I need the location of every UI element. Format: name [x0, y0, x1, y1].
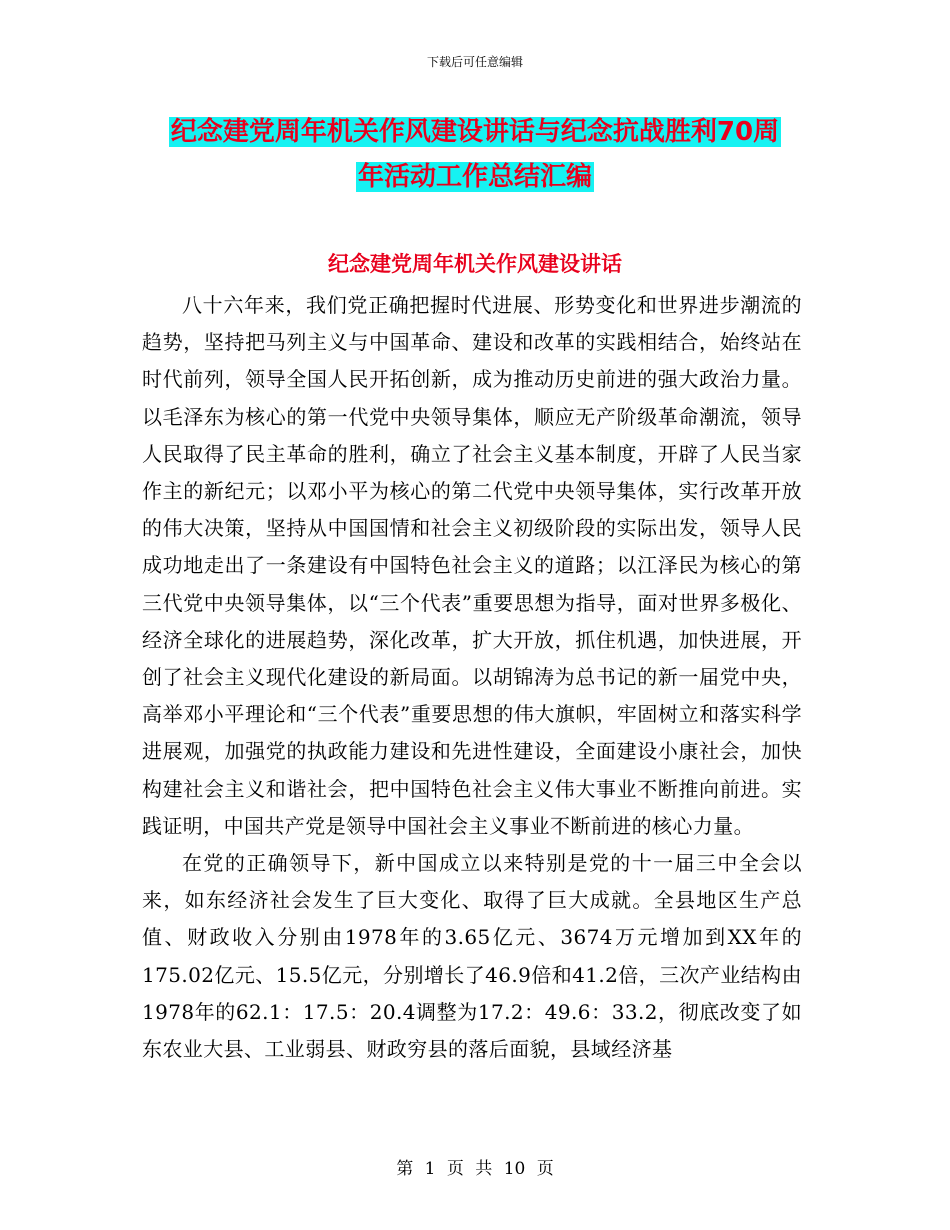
page-number-footer: 第 1 页 共 10 页: [396, 1159, 554, 1179]
page-header-note: 下载后可任意编辑: [426, 55, 523, 69]
paragraph-2: 在党的正确领导下，新中国成立以来特别是党的十一届三中全会以来，如东经济社会发生了巨大变化、取得了巨大成就。全县地区生产总值、财政收入分别由1978年的3.65亿元、3674万元增加到XX年的175.02亿元、15.5亿元，分别增长了46.9倍和41.2倍，三次产业结构由1978年的62.1：17.5：20.4调整为17.2：49.6：33.2，彻底改变了如东农业大县、工业弱县、财政穷县的落后面貌，县域经济基: [142, 851, 802, 1062]
document-title-line1: 纪念建党周年机关作风建设讲话与纪念抗战胜利70周: [170, 117, 780, 147]
paragraph-1: 八十六年来，我们党正确把握时代进展、形势变化和世界进步潮流的趋势，坚持把马列主义与中国革命、建设和改革的实践相结合，始终站在时代前列，领导全国人民开拓创新，成为推动历史前进的强大政治力量。以毛泽东为核心的第一代党中央领导集体，顺应无产阶级革命潮流，领导人民取得了民主革命的胜利，确立了社会主义基本制度，开辟了人民当家作主的新纪元；以邓小平为核心的第二代党中央领导集体，实行改革开放的伟大决策，坚持从中国国情和社会主义初级阶段的实际出发，领导人民成功地走出了一条建设有中国特色社会主义的道路；以江泽民为核心的第三代党中央领导集体，以“三个代表”重要思想为指导，面对世界多极化、经济全球化的进展趋势，深化改革，扩大开放，抓住机遇，加快进展，开创了社会主义现代化建设的新局面。以胡锦涛为总书记的新一届党中央，高举邓小平理论和“三个代表”重要思想的伟大旗帜，牢固树立和落实科学进展观，加强党的执政能力建设和先进性建设，全面建设小康社会，加快构建社会主义和谐社会，把中国特色社会主义伟大事业不断推向前进。实践证明，中国共产党是领导中国社会主义事业不断前进的核心力量。: [142, 293, 802, 838]
document-title-line2: 年活动工作总结汇编: [357, 162, 592, 192]
body-text: [142, 287, 802, 1068]
document-title: [142, 110, 808, 200]
section-title: 纪念建党周年机关作风建设讲话: [328, 252, 622, 276]
